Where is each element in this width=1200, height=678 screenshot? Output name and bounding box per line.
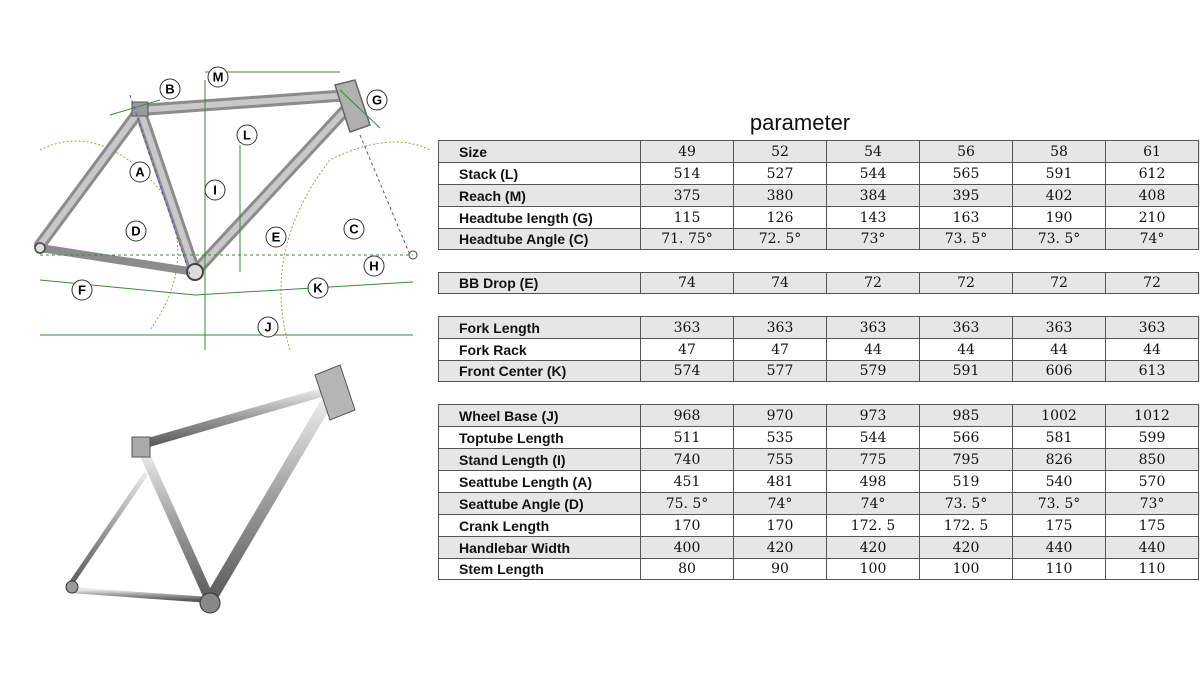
- table-cell: 74°: [734, 492, 827, 514]
- row-label: Fork Length: [439, 316, 641, 338]
- table-cell: 599: [1106, 426, 1199, 448]
- table-cell: 451: [641, 470, 734, 492]
- label-m: [208, 67, 228, 87]
- table-cell: 73. 5°: [1013, 492, 1106, 514]
- table-row: [438, 360, 1200, 382]
- table-cell: 850: [1106, 448, 1199, 470]
- table-cell: 514: [641, 162, 734, 184]
- row-label: Seattube Angle (D): [439, 492, 641, 514]
- table-cell: 985: [920, 404, 1013, 426]
- label-j: [258, 317, 278, 337]
- svg-text:F: F: [78, 282, 86, 298]
- table-cell: 172. 5: [827, 514, 920, 536]
- svg-text:D: D: [131, 223, 141, 239]
- svg-text:M: M: [212, 69, 224, 85]
- table-row: [438, 558, 1200, 580]
- table-cell: 755: [734, 448, 827, 470]
- table-cell: 74°: [827, 492, 920, 514]
- table-cell: 612: [1106, 162, 1199, 184]
- table-cell: 80: [641, 558, 734, 580]
- table-cell: 527: [734, 162, 827, 184]
- table-row: [438, 206, 1200, 228]
- table-cell: 440: [1013, 536, 1106, 558]
- table-cell: 90: [734, 558, 827, 580]
- table-cell: 565: [920, 162, 1013, 184]
- table-cell: 74: [641, 272, 734, 294]
- table-cell: 363: [1013, 316, 1106, 338]
- table-cell: 44: [1106, 338, 1199, 360]
- label-c: [344, 219, 364, 239]
- table-cell: 190: [1013, 206, 1106, 228]
- table-title: parameter: [749, 110, 851, 135]
- table-cell: 73°: [827, 228, 920, 250]
- svg-text:A: A: [135, 164, 145, 180]
- table-cell: 75. 5°: [641, 492, 734, 514]
- row-label: Fork Rack: [439, 338, 641, 360]
- table-cell: 574: [641, 360, 734, 382]
- frame-geometry-diagram: [0, 50, 430, 370]
- table-cell: 775: [827, 448, 920, 470]
- table-cell: 420: [734, 536, 827, 558]
- table-cell: 56: [920, 140, 1013, 162]
- table-cell: 363: [827, 316, 920, 338]
- table-cell: 363: [734, 316, 827, 338]
- svg-text:J: J: [264, 319, 272, 335]
- row-label: Toptube Length: [439, 426, 641, 448]
- table-cell: 566: [920, 426, 1013, 448]
- geometry-table: [438, 140, 1200, 580]
- row-label: Size: [439, 140, 641, 162]
- row-label: Stem Length: [439, 558, 641, 580]
- table-row: [438, 162, 1200, 184]
- table-cell: 110: [1106, 558, 1199, 580]
- table-cell: 74°: [1106, 228, 1199, 250]
- row-label: Reach (M): [439, 184, 641, 206]
- table-row: [438, 492, 1200, 514]
- table-cell: 72. 5°: [734, 228, 827, 250]
- table-cell: 58: [1013, 140, 1106, 162]
- label-d: [126, 221, 146, 241]
- table-cell: 740: [641, 448, 734, 470]
- table-row: [438, 426, 1200, 448]
- table-cell: 73. 5°: [920, 492, 1013, 514]
- table-cell: 613: [1106, 360, 1199, 382]
- table-cell: 73°: [1106, 492, 1199, 514]
- table-cell: 591: [920, 360, 1013, 382]
- row-label: Headtube Angle (C): [439, 228, 641, 250]
- table-cell: 72: [920, 272, 1013, 294]
- table-row: [438, 316, 1200, 338]
- table-cell: 1012: [1106, 404, 1199, 426]
- table-cell: 570: [1106, 470, 1199, 492]
- label-g: [367, 90, 387, 110]
- table-cell: 544: [827, 426, 920, 448]
- table-cell: 100: [827, 558, 920, 580]
- row-label: BB Drop (E): [439, 272, 641, 294]
- table-cell: 440: [1106, 536, 1199, 558]
- table-cell: 577: [734, 360, 827, 382]
- table-cell: 826: [1013, 448, 1106, 470]
- table-row: [438, 514, 1200, 536]
- svg-text:I: I: [213, 182, 217, 198]
- table-cell: 970: [734, 404, 827, 426]
- table-cell: 968: [641, 404, 734, 426]
- svg-text:B: B: [165, 81, 175, 97]
- table-cell: 175: [1013, 514, 1106, 536]
- table-cell: 71. 75°: [641, 228, 734, 250]
- table-cell: 408: [1106, 184, 1199, 206]
- table-cell: 49: [641, 140, 734, 162]
- svg-text:L: L: [243, 127, 251, 143]
- table-cell: 795: [920, 448, 1013, 470]
- table-cell: 375: [641, 184, 734, 206]
- table-row: [438, 140, 1200, 162]
- label-k: [308, 278, 328, 298]
- table-row: [438, 470, 1200, 492]
- table-cell: 363: [1106, 316, 1199, 338]
- table-cell: 420: [920, 536, 1013, 558]
- table-row: [438, 448, 1200, 470]
- label-l: [237, 125, 257, 145]
- table-cell: 519: [920, 470, 1013, 492]
- table-cell: 363: [920, 316, 1013, 338]
- table-cell: 143: [827, 206, 920, 228]
- table-cell: 72: [1013, 272, 1106, 294]
- row-label: Headtube length (G): [439, 206, 641, 228]
- table-cell: 363: [641, 316, 734, 338]
- svg-text:G: G: [371, 92, 383, 108]
- table-cell: 47: [641, 338, 734, 360]
- table-row: [438, 404, 1200, 426]
- table-cell: 481: [734, 470, 827, 492]
- table-cell: 47: [734, 338, 827, 360]
- table-cell: 579: [827, 360, 920, 382]
- svg-text:E: E: [271, 229, 281, 245]
- table-cell: 44: [827, 338, 920, 360]
- table-cell: 115: [641, 206, 734, 228]
- table-cell: 44: [1013, 338, 1106, 360]
- table-cell: 210: [1106, 206, 1199, 228]
- label-e: [266, 227, 286, 247]
- table-cell: 544: [827, 162, 920, 184]
- label-b: [160, 79, 180, 99]
- row-label: Seattube Length (A): [439, 470, 641, 492]
- label-i: [205, 180, 225, 200]
- table-cell: 44: [920, 338, 1013, 360]
- table-cell: 170: [641, 514, 734, 536]
- svg-text:C: C: [349, 221, 359, 237]
- label-h: [364, 256, 384, 276]
- table-cell: 52: [734, 140, 827, 162]
- table-cell: 380: [734, 184, 827, 206]
- table-cell: 591: [1013, 162, 1106, 184]
- row-label: Handlebar Width: [439, 536, 641, 558]
- row-label: Crank Length: [439, 514, 641, 536]
- table-cell: 395: [920, 184, 1013, 206]
- svg-text:K: K: [313, 280, 323, 296]
- table-cell: 511: [641, 426, 734, 448]
- row-label: Stand Length (I): [439, 448, 641, 470]
- row-label: Front Center (K): [439, 360, 641, 382]
- svg-text:H: H: [369, 258, 379, 274]
- table-cell: 973: [827, 404, 920, 426]
- table-cell: 384: [827, 184, 920, 206]
- table-cell: 54: [827, 140, 920, 162]
- table-cell: 1002: [1013, 404, 1106, 426]
- table-cell: 61: [1106, 140, 1199, 162]
- label-a: [130, 162, 150, 182]
- table-row: [438, 184, 1200, 206]
- table-cell: 73. 5°: [1013, 228, 1106, 250]
- table-row: [438, 272, 1200, 294]
- table-cell: 400: [641, 536, 734, 558]
- label-f: [72, 280, 92, 300]
- table-cell: 498: [827, 470, 920, 492]
- table-cell: 420: [827, 536, 920, 558]
- table-cell: 163: [920, 206, 1013, 228]
- row-label: Stack (L): [439, 162, 641, 184]
- table-cell: 175: [1106, 514, 1199, 536]
- table-cell: 72: [1106, 272, 1199, 294]
- table-cell: 402: [1013, 184, 1106, 206]
- titanium-frame-photo: [50, 355, 380, 635]
- table-cell: 172. 5: [920, 514, 1013, 536]
- table-cell: 73. 5°: [920, 228, 1013, 250]
- table-cell: 126: [734, 206, 827, 228]
- table-row: [438, 536, 1200, 558]
- table-cell: 535: [734, 426, 827, 448]
- table-cell: 606: [1013, 360, 1106, 382]
- table-cell: 540: [1013, 470, 1106, 492]
- row-label: Wheel Base (J): [439, 404, 641, 426]
- table-cell: 170: [734, 514, 827, 536]
- table-cell: 110: [1013, 558, 1106, 580]
- table-cell: 74: [734, 272, 827, 294]
- table-cell: 581: [1013, 426, 1106, 448]
- table-row: [438, 228, 1200, 250]
- table-row: [438, 338, 1200, 360]
- table-cell: 100: [920, 558, 1013, 580]
- table-cell: 72: [827, 272, 920, 294]
